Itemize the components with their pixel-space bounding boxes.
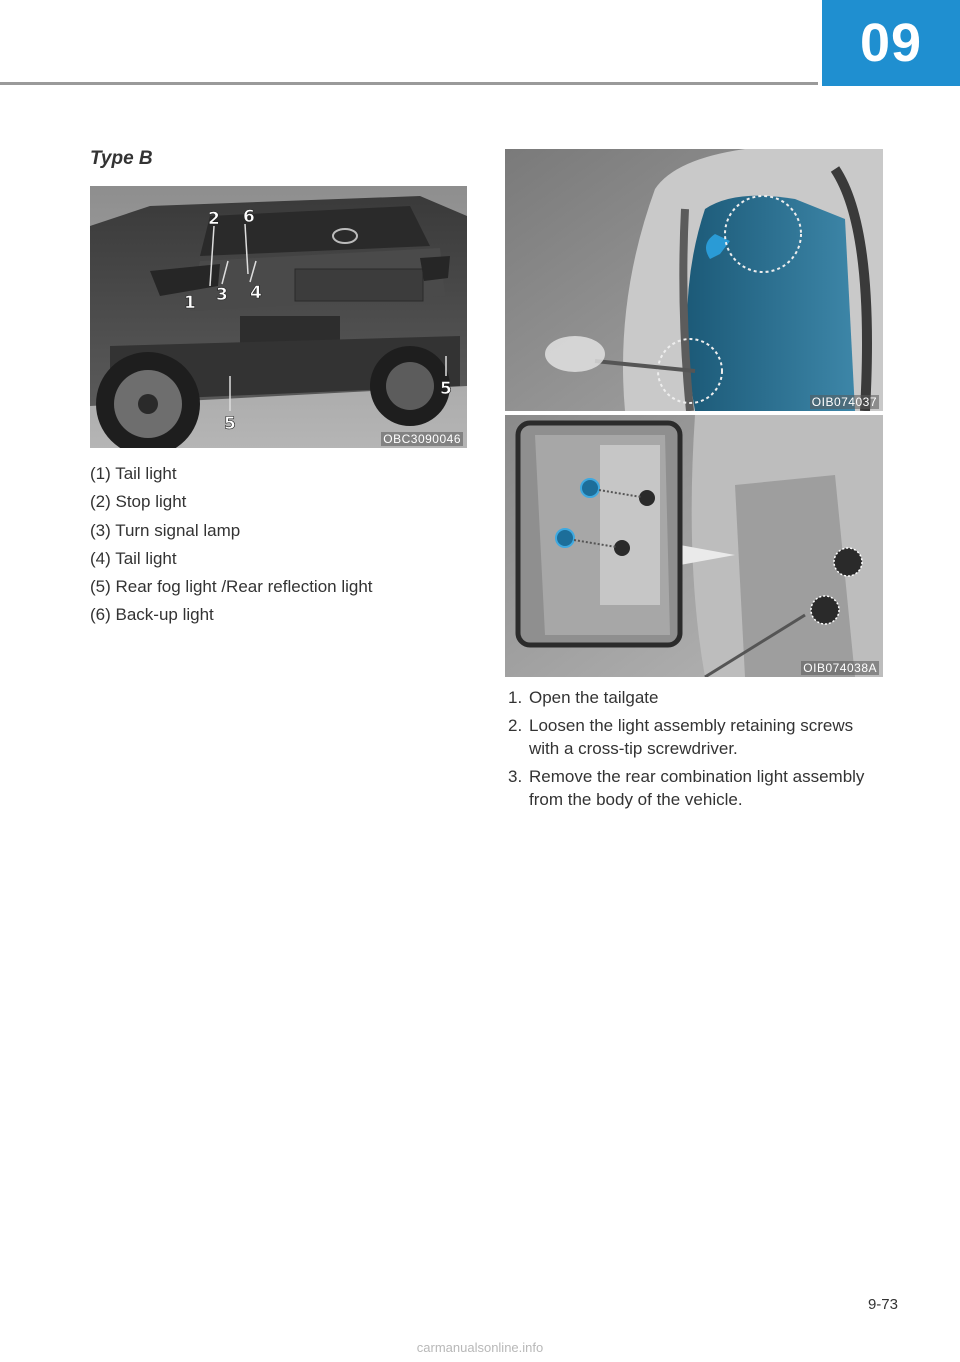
- callout-2: 2: [208, 209, 220, 229]
- step-item: [508, 765, 888, 811]
- step-number: 2.: [508, 716, 523, 735]
- callout-3: 3: [216, 285, 228, 305]
- step-text: Loosen the light assembly retaining screws with a cross-tip screwdriver.: [529, 716, 854, 758]
- step-text: Open the tailgate: [529, 688, 659, 707]
- callout-6: 6: [243, 207, 255, 227]
- step-number: 1.: [508, 688, 523, 707]
- legend-item: (1) Tail light: [90, 464, 177, 483]
- callout-4: 4: [250, 283, 262, 303]
- step-text: Remove the rear combination light assembly from the body of the vehicle.: [529, 767, 865, 809]
- legend-item: (2) Stop light: [90, 492, 187, 512]
- watermark: carmanualsonline.info: [416, 1340, 544, 1355]
- header-rule: [0, 82, 818, 85]
- page-number: 9-73: [867, 1296, 898, 1313]
- step-item: [508, 686, 888, 709]
- legend-item: (3) Turn signal lamp: [90, 520, 241, 540]
- legend-item: (6) Back-up light: [90, 605, 214, 625]
- screws-figure: [505, 415, 883, 677]
- step-item: [508, 714, 888, 760]
- removal-steps: [508, 686, 888, 816]
- figure-code: OIB074037: [811, 395, 877, 409]
- tailgate-illustration: [505, 149, 883, 411]
- chapter-tab: [822, 0, 960, 86]
- step-number: 3.: [508, 767, 523, 786]
- section-title: Type B: [90, 148, 153, 169]
- legend-item: (4) Tail light: [90, 548, 177, 568]
- screws-illustration: [505, 415, 883, 677]
- light-legend: [90, 461, 373, 631]
- rear-lights-figure: [90, 186, 467, 448]
- chapter-number: 09: [859, 13, 923, 73]
- callout-5-right: 5: [440, 379, 452, 399]
- callout-5-left: 5: [224, 414, 236, 434]
- figure-code: OBC3090046: [383, 432, 461, 446]
- rear-lights-illustration: [90, 186, 467, 448]
- callout-1: 1: [184, 293, 196, 313]
- legend-item: (5) Rear fog light /Rear reflection light: [90, 577, 373, 597]
- tailgate-figure: [505, 149, 883, 411]
- figure-code: OIB074038A: [803, 661, 877, 675]
